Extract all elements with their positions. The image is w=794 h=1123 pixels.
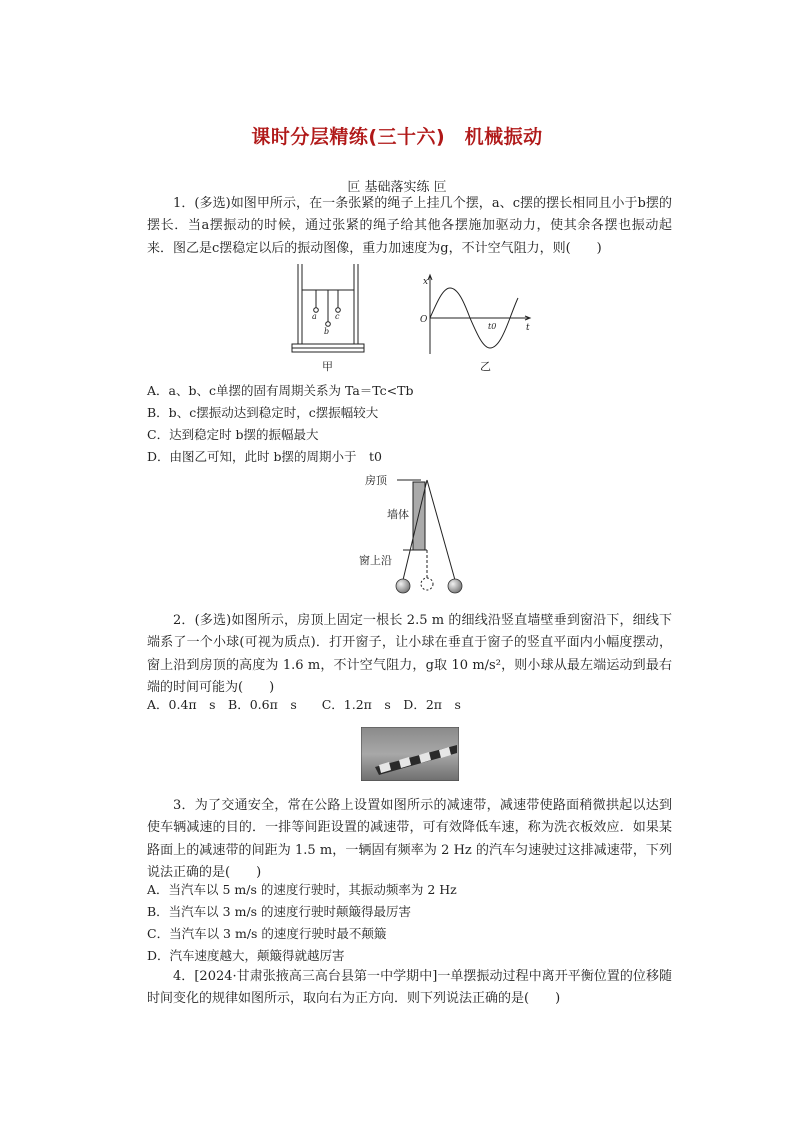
q1-option-a: A．a、b、c单摆的固有周期关系为 Ta＝Tc<Tb — [147, 383, 414, 398]
q2-text: 2．(多选)如图所示，房顶上固定一根长 2.5 m 的细线沿竖直墙壁垂到窗沿下，细线下端系了一个小球(可视为质点)．打开窗子，让小球在垂直于窗子的竖直平面内小幅度摆动，窗上沿到房顶的高度为 1.6 m，不计空气阻力，g取 10 m/s²，则小球从最左端运动到最右端的时间可能为( ) — [147, 613, 672, 696]
axis-x-label: x — [423, 277, 429, 287]
axis-t-label: t — [526, 323, 530, 333]
figure-yi-label: 乙 — [480, 360, 491, 373]
t0-label: t0 — [488, 322, 497, 331]
label-window-edge: 窗上沿 — [359, 554, 392, 567]
label-roof: 房顶 — [365, 474, 387, 487]
q3-option-d: D．汽车速度越大，颠簸得就越厉害 — [147, 948, 345, 963]
q1-option-d: D．由图乙可知，此时 b摆的周期小于 t0 — [147, 449, 382, 464]
q3-option-c: C．当汽车以 3 m/s 的速度行驶时最不颠簸 — [147, 926, 387, 941]
q1-option-c: C．达到稳定时 b摆的振幅最大 — [147, 427, 319, 442]
section-mark-right: 叵 — [433, 180, 447, 195]
speed-bump-photo — [361, 727, 459, 781]
section-label: 基础落实练 — [364, 180, 430, 195]
q2-options: A．0.4π s B．0.6π s C．1.2π s D．2π s — [147, 697, 461, 712]
ball-label-a: a — [312, 312, 317, 321]
q3-text: 3．为了交通安全，常在公路上设置如图所示的减速带，减速带使路面稍微拱起以达到使车辆减速的目的．一排等间距设置的减速带，可有效降低车速，称为洗衣板效应．如果某路面上的减速带的间距为 1.5 m，一辆固有频率为 2 Hz 的汽车匀速驶过这排减速带，下列说法正确的是( ) — [147, 798, 672, 881]
figure-jia-pendulums — [286, 258, 370, 376]
q1-option-b: B．b、c摆振动达到稳定时，c摆振幅较大 — [147, 405, 379, 420]
q1-text: 1．(多选)如图甲所示，在一条张紧的绳子上挂几个摆，a、c摆的摆长相同且小于b摆的摆长．当a摆振动的时候，通过张紧的绳子给其他各摆施加驱动力，使其余各摆也振动起来．图乙是c摆稳定以后的振动图像，重力加速度为g，不计空气阻力，则( ) — [147, 196, 672, 256]
q3-option-a: A．当汽车以 5 m/s 的速度行驶时，其振动频率为 2 Hz — [147, 882, 457, 897]
figure-wall-pendulum — [355, 470, 475, 600]
ball-label-c: c — [335, 312, 340, 321]
label-wall: 墙体 — [387, 508, 409, 521]
origin-label: O — [420, 315, 428, 325]
q4-text: 4．[2024·甘肃张掖高三高台县第一中学期中]一单摆振动过程中离开平衡位置的位移随时间变化的规律如图所示，取向右为正方向．则下列说法正确的是( ) — [147, 969, 672, 1007]
page-title: 课时分层精练(三十六) 机械振动 — [251, 126, 543, 148]
q3-option-b: B．当汽车以 3 m/s 的速度行驶时颠簸得最厉害 — [147, 904, 412, 919]
section-mark-left: 叵 — [347, 180, 361, 195]
figure-jia-label: 甲 — [322, 360, 333, 373]
figure-yi-graph — [420, 272, 536, 376]
ball-label-b: b — [324, 327, 330, 336]
